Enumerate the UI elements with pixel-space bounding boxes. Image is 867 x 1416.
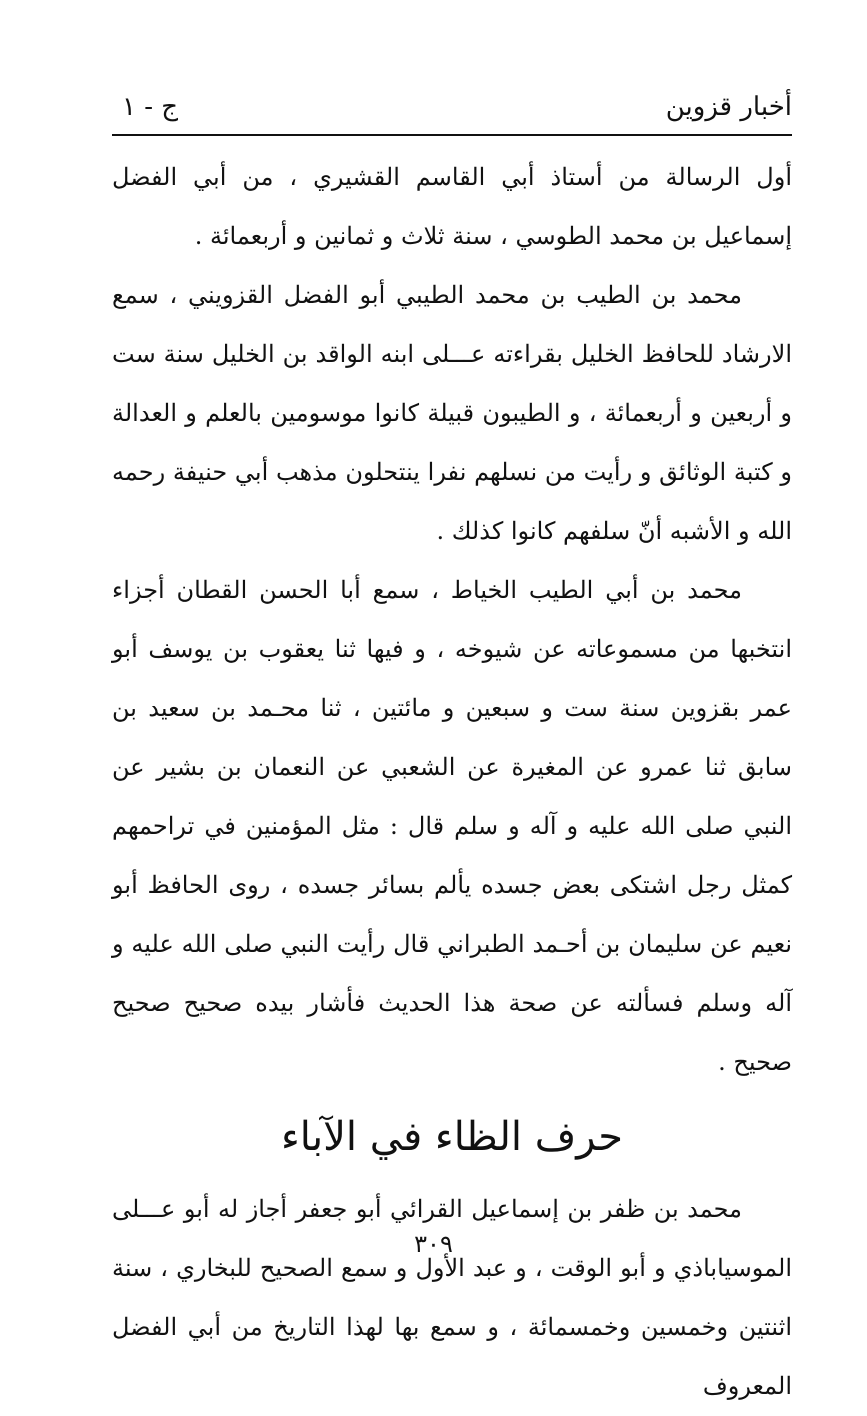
running-head <box>112 92 792 136</box>
header-rule <box>112 134 792 136</box>
section-heading: حرف الظاء في الآباء <box>280 1114 624 1160</box>
book-title: أخبار قزوين <box>665 92 792 122</box>
paragraph-entry: محمد بن الطيب بن محمد الطيبي أبو الفضل القزويني ، سمع الارشاد للحافظ الخليل بقراءته عـــلى ابنه الواقد بن الخليل سنة ست و أربعين و أربعمائة ، و الطيبون قبيلة كانوا موسومين بالعلم و العدالة و كتبة الوثائق و رأيت من نسلهم نفرا ينتحلون مذهب أبي حنيفة رحمه الله و الأشبه أنّ سلفهم كانوا كذلك . <box>112 281 792 545</box>
paragraph-continued: أول الرسالة من أستاذ أبي القاسم القشيري ، من أبي الفضل إسماعيل بن محمد الطوسي ، سنة ثلاث و ثمانين و أربعمائة . <box>112 163 792 250</box>
page-number: ٣٠٩ <box>414 1230 453 1258</box>
paragraph-entry: محمد بن ظفر بن إسماعيل القرائي أبو جعفر أجاز له أبو عـــلى الموسياباذي و أبو الوقت ، و عبد الأول و سمع الصحيح للبخاري ، سنة اثنتين وخمسين وخمسمائة ، و سمع بها لهذا التاريخ من أبي الفضل المعروف <box>112 1195 793 1400</box>
volume-label: ج - ١ <box>122 92 179 122</box>
paragraph-entry: محمد بن أبي الطيب الخياط ، سمع أبا الحسن القطان أجزاء انتخبها من مسموعاته عن شيوخه ، و فيها ثنا يعقوب بن يوسف أبو عمر بقزوين سنة ست و سبعين و مائتين ، ثنا محـمد بن سعيد بن سابق ثنا عمرو عن المغيرة عن الشعبي عن النعمان بن بشير عن النبي صلى الله عليه و آله و سلم قال : مثل المؤمنين في تراحمهم كمثل رجل اشتكى بعض جسده يألم بسائر جسده ، روى الحافظ أبو نعيم عن سليمان بن أحـمد الطبراني قال رأيت النبي صلى الله عليه و آله وسلم فسألته عن صحة هذا الحديث فأشار بيده صحيح صحيح صحيح . <box>112 576 792 1076</box>
body-text <box>112 148 792 1416</box>
